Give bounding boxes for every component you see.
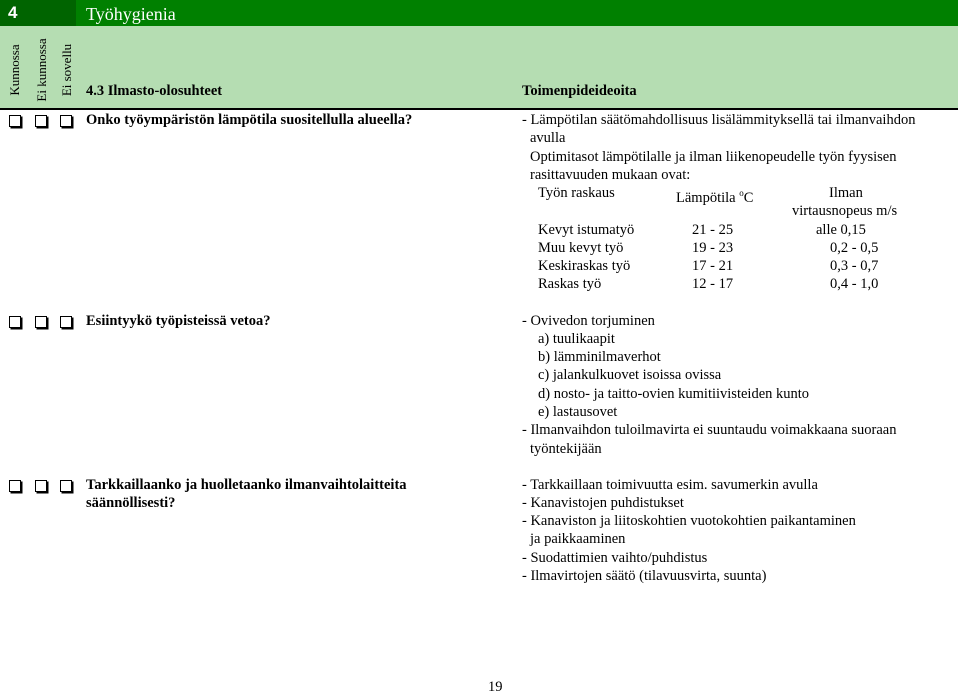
actions-column-title: Toimenpideideoita (522, 83, 637, 99)
temp-table-air: 0,3 - 0,7 (830, 258, 879, 274)
checkbox-ei-kunnossa-row1[interactable] (35, 115, 47, 127)
temp-table-air: alle 0,15 (816, 222, 866, 238)
checkbox-ei-sovellu-row2[interactable] (60, 316, 72, 328)
action-line: - Ovivedon torjuminen (522, 313, 655, 329)
checkbox-ei-kunnossa-row2[interactable] (35, 316, 47, 328)
temp-table-air: 0,2 - 0,5 (830, 240, 879, 256)
question-temperature: Onko työympäristön lämpötila suositellulla alueella? (86, 112, 413, 128)
checkbox-ei-sovellu-row1[interactable] (60, 115, 72, 127)
temp-table-air: 0,4 - 1,0 (830, 276, 879, 292)
section-number: 4 (0, 0, 76, 26)
action-line: b) lämminilmaverhot (538, 349, 661, 365)
action-line: avulla (530, 130, 566, 146)
action-line: - Lämpötilan säätömahdollisuus lisälämmityksellä tai ilmanvaihdon (522, 112, 916, 128)
checkbox-ei-sovellu-row3[interactable] (60, 480, 72, 492)
checkbox-ei-kunnossa-row3[interactable] (35, 480, 47, 492)
action-line: - Ilmavirtojen säätö (tilavuusvirta, suunta) (522, 568, 767, 584)
temp-table-work: Raskas työ (538, 276, 602, 292)
column-header-kunnossa: Kunnossa (7, 44, 22, 96)
temp-table-work: Kevyt istumatyö (538, 222, 635, 238)
section-title: Työhygienia (86, 4, 176, 24)
temp-table-work: Keskiraskas työ (538, 258, 631, 274)
action-line: - Ilmanvaihdon tuloilmavirta ei suuntaudu voimakkaana suoraan (522, 422, 897, 438)
temp-table-header-temp: Lämpötila $^o$C (676, 188, 754, 206)
action-line: d) nosto- ja taitto-ovien kumitiivisteiden kunto (538, 386, 810, 402)
action-line: rasittavuuden mukaan ovat: (530, 167, 691, 183)
action-line: a) tuulikaapit (538, 331, 615, 347)
temp-table-temp: 17 - 21 (692, 258, 734, 274)
temp-table-header-air-1: Ilman (829, 185, 863, 201)
action-line: - Tarkkaillaan toimivuutta esim. savumerkin avulla (522, 477, 818, 493)
temp-table-work: Muu kevyt työ (538, 240, 624, 256)
temp-table-temp: 21 - 25 (692, 222, 734, 238)
action-line: e) lastausovet (538, 404, 618, 420)
temp-table-temp: 19 - 23 (692, 240, 734, 256)
action-line: - Kanaviston ja liitoskohtien vuotokohtien paikantaminen (522, 513, 856, 529)
column-header-ei-sovellu: Ei sovellu (59, 43, 74, 97)
action-line: ja paikkaaminen (530, 531, 626, 547)
temp-table-header-work: Työn raskaus (538, 185, 615, 201)
column-header-ei-kunnossa: Ei kunnossa (34, 38, 49, 102)
subsection-title: 4.3 Ilmasto-olosuhteet (86, 83, 223, 99)
temp-table-header-air-2: virtausnopeus m/s (792, 203, 898, 219)
header-divider (0, 108, 958, 110)
checkbox-kunnossa-row1[interactable] (9, 115, 21, 127)
question-ventilation-cont: säännöllisesti? (86, 495, 176, 511)
action-line: työntekijään (530, 441, 602, 457)
checkbox-kunnossa-row3[interactable] (9, 480, 21, 492)
page-number: 19 (488, 679, 503, 695)
temp-table-temp: 12 - 17 (692, 276, 734, 292)
action-line: - Suodattimien vaihto/puhdistus (522, 550, 708, 566)
question-draft: Esiintyykö työpisteissä vetoa? (86, 313, 271, 329)
action-line: Optimitasot lämpötilalle ja ilman liikenopeudelle työn fyysisen (530, 149, 897, 165)
action-line: - Kanavistojen puhdistukset (522, 495, 684, 511)
action-line: c) jalankulkuovet isoissa ovissa (538, 367, 722, 383)
question-ventilation: Tarkkaillaanko ja huolletaanko ilmanvaihtolaitteita (86, 477, 407, 493)
checkbox-kunnossa-row2[interactable] (9, 316, 21, 328)
